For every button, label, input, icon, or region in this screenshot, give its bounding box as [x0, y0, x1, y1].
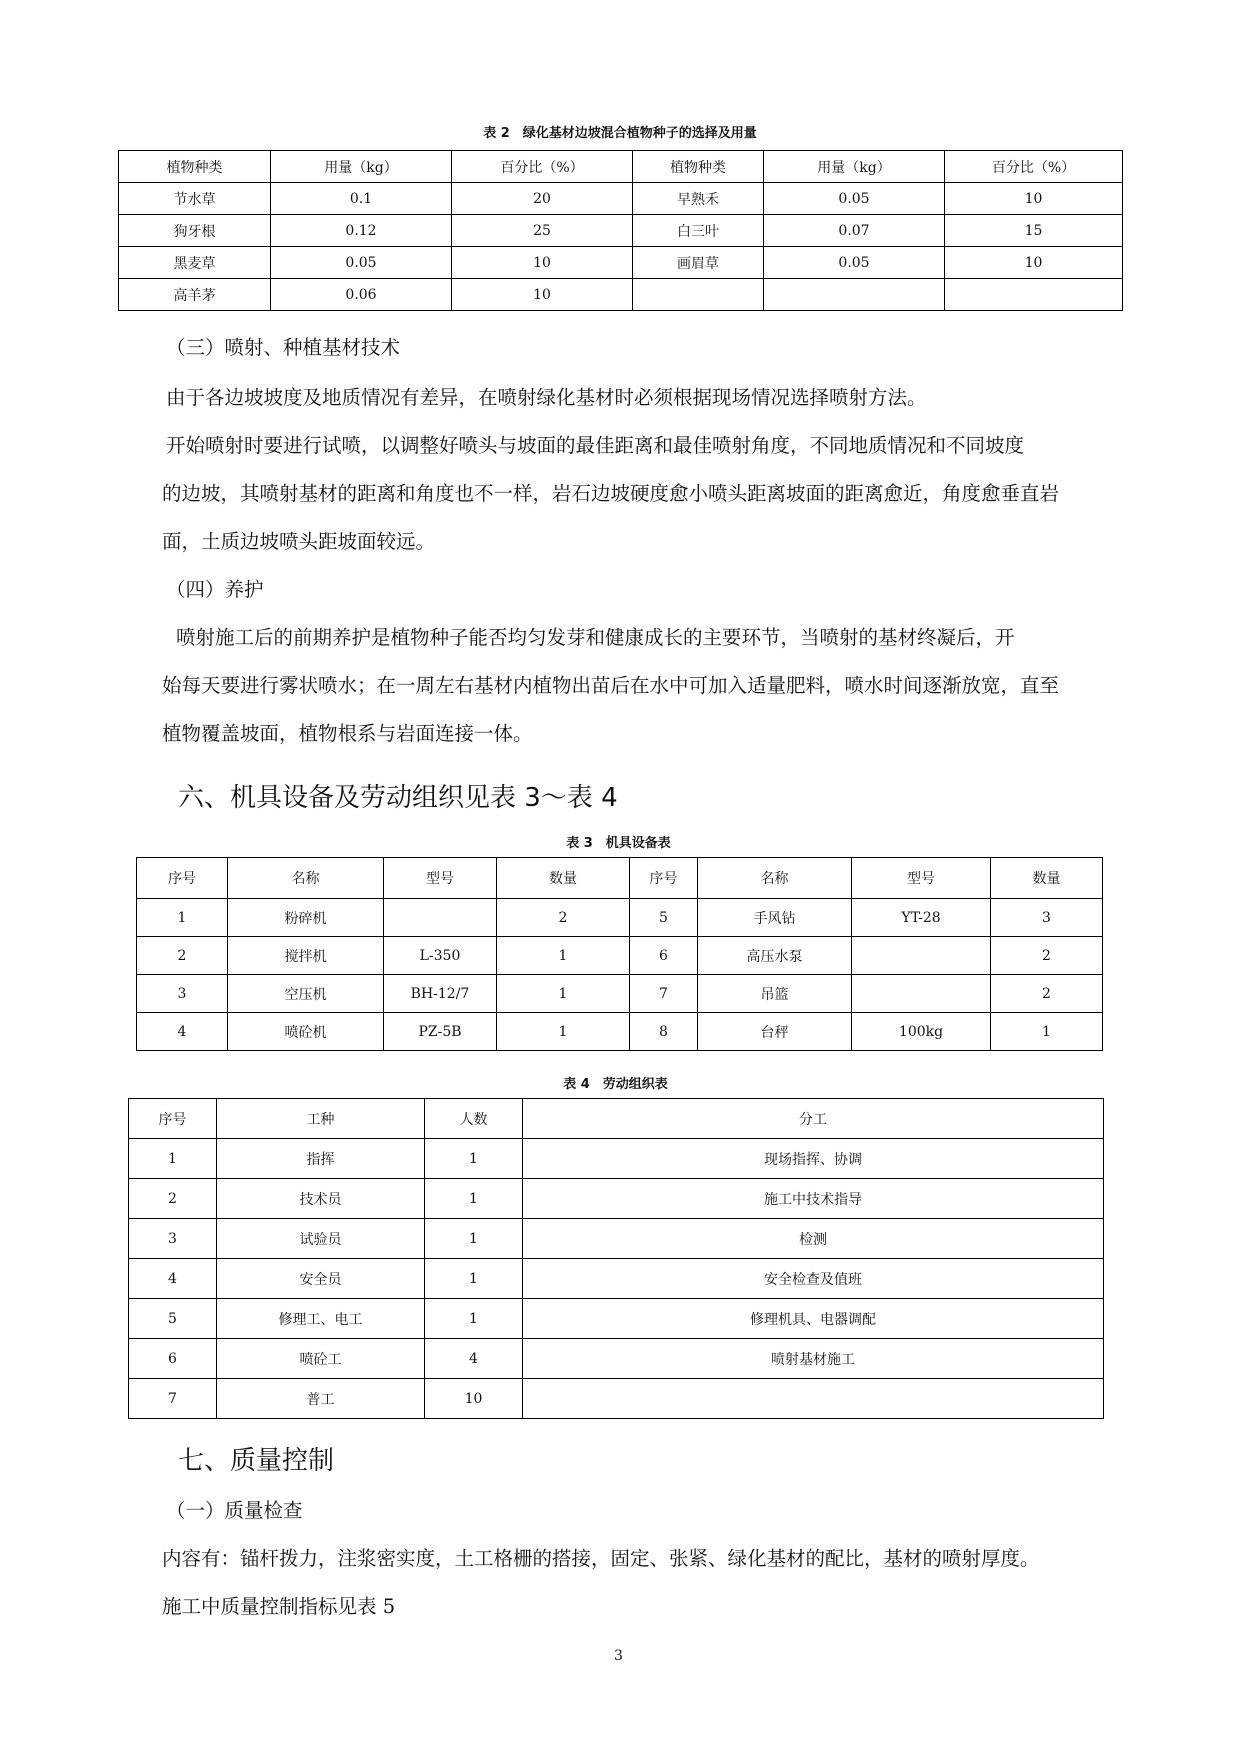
table-cell: 7 [129, 1379, 217, 1419]
table-cell: 10 [452, 247, 633, 279]
table-cell: 节水草 [119, 183, 271, 215]
table-row [119, 215, 1123, 247]
table-header-cell: 分工 [523, 1099, 1104, 1139]
table4-caption: 表 4 劳动组织表 [563, 1077, 668, 1092]
table-cell: 施工中技术指导 [523, 1179, 1104, 1219]
table-cell: 1 [497, 1013, 630, 1051]
table-cell: 0.1 [271, 183, 452, 215]
table-cell: 2 [129, 1179, 217, 1219]
table-row [129, 1219, 1104, 1259]
table-cell: 安全员 [217, 1259, 425, 1299]
table-cell: 修理机具、电器调配 [523, 1299, 1104, 1339]
table-cell: 10 [452, 279, 633, 311]
table-header-cell: 工种 [217, 1099, 425, 1139]
table-cell: 0.05 [764, 247, 945, 279]
section4-heading: （四）养护 [166, 578, 264, 601]
table-cell: 技术员 [217, 1179, 425, 1219]
table-row [129, 1339, 1104, 1379]
chapter7-title: 七、质量控制 [178, 1446, 335, 1476]
table-cell: YT-28 [852, 899, 991, 937]
table-header-cell: 序号 [129, 1099, 217, 1139]
table2 [118, 150, 1123, 311]
page-number: 3 [614, 1648, 623, 1664]
table-cell [633, 279, 764, 311]
table-cell: 白三叶 [633, 215, 764, 247]
section3-para2-line2: 的边坡，其喷射基材的距离和角度也不一样，岩石边坡硬度愈小喷头距离坡面的距离愈近，角度愈垂直岩 [162, 482, 1060, 505]
table-row [129, 1139, 1104, 1179]
table2-header-row [119, 151, 1123, 183]
table-cell: 1 [991, 1013, 1103, 1051]
table-cell: L-350 [384, 937, 497, 975]
table-cell: 2 [991, 937, 1103, 975]
table-header-cell: 百分比（%） [452, 151, 633, 183]
table-header-cell: 数量 [991, 858, 1103, 899]
chapter6-title: 六、机具设备及劳动组织见表 3～表 4 [178, 783, 618, 813]
table-row [129, 1379, 1104, 1419]
section4-para-line2: 始每天要进行雾状喷水；在一周左右基材内植物出苗后在水中可加入适量肥料，喷水时间逐渐放宽，直至 [162, 674, 1060, 697]
table3-caption: 表 3 机具设备表 [566, 836, 671, 851]
table-row [119, 247, 1123, 279]
chapter7-sub1: （一）质量检查 [166, 1499, 303, 1522]
table-header-cell: 型号 [852, 858, 991, 899]
table-cell: 高压水泵 [698, 937, 852, 975]
table2-caption: 表 2 绿化基材边坡混合植物种子的选择及用量 [483, 126, 757, 141]
table3-header-row [137, 858, 1103, 899]
table-cell: 5 [630, 899, 698, 937]
table-cell: 0.06 [271, 279, 452, 311]
table4 [128, 1098, 1104, 1419]
table-header-cell: 数量 [497, 858, 630, 899]
section4-para-line1: 喷射施工后的前期养护是植物种子能否均匀发芽和健康成长的主要环节，当喷射的基材终凝后，开 [176, 626, 1015, 649]
table-cell [852, 937, 991, 975]
table-cell: 5 [129, 1299, 217, 1339]
table-cell: 0.05 [271, 247, 452, 279]
table-header-cell: 用量（kg） [271, 151, 452, 183]
table-cell: 1 [497, 975, 630, 1013]
table-cell: 安全检查及值班 [523, 1259, 1104, 1299]
table-header-cell: 名称 [228, 858, 384, 899]
table-header-cell: 序号 [137, 858, 228, 899]
table-cell: 喷砼机 [228, 1013, 384, 1051]
table-row [137, 975, 1103, 1013]
table-cell: 3 [129, 1219, 217, 1259]
table-cell: 2 [497, 899, 630, 937]
table-cell: 空压机 [228, 975, 384, 1013]
table-cell: 吊篮 [698, 975, 852, 1013]
table-cell: 4 [129, 1259, 217, 1299]
table-cell [945, 279, 1123, 311]
table-cell [384, 899, 497, 937]
table-cell: 20 [452, 183, 633, 215]
table-cell: 黑麦草 [119, 247, 271, 279]
table-cell: 台秤 [698, 1013, 852, 1051]
table-row [129, 1179, 1104, 1219]
section3-para2-line3: 面，土质边坡喷头距坡面较远。 [162, 530, 436, 553]
table-header-cell: 百分比（%） [945, 151, 1123, 183]
table-cell: 0.12 [271, 215, 452, 247]
table-cell: 1 [425, 1259, 523, 1299]
section3-para2-line1: 开始喷射时要进行试喷，以调整好喷头与坡面的最佳距离和最佳喷射角度，不同地质情况和不同坡度 [166, 434, 1025, 457]
table-cell: 10 [425, 1379, 523, 1419]
table-row [119, 279, 1123, 311]
section3-heading: （三）喷射、种植基材技术 [166, 336, 401, 359]
table-cell: PZ-5B [384, 1013, 497, 1051]
chapter7-ref: 施工中质量控制指标见表 5 [162, 1595, 396, 1618]
table-header-cell: 序号 [630, 858, 698, 899]
table-cell [852, 975, 991, 1013]
table-cell: 8 [630, 1013, 698, 1051]
table-cell: 粉碎机 [228, 899, 384, 937]
table-cell: 25 [452, 215, 633, 247]
table-cell: 狗牙根 [119, 215, 271, 247]
table-cell: 搅拌机 [228, 937, 384, 975]
table-cell: 1 [137, 899, 228, 937]
section4-para-line3: 植物覆盖坡面，植物根系与岩面连接一体。 [162, 722, 533, 745]
chapter7-content: 内容有：锚杆拨力，注浆密实度，土工格栅的搭接，固定、张紧、绿化基材的配比，基材的喷射厚度。 [162, 1547, 1040, 1570]
table-cell: 3 [991, 899, 1103, 937]
table-row [137, 937, 1103, 975]
table-cell: 0.05 [764, 183, 945, 215]
table-cell: 早熟禾 [633, 183, 764, 215]
table-cell: 2 [137, 937, 228, 975]
table-cell: 喷射基材施工 [523, 1339, 1104, 1379]
table-cell: 手风钻 [698, 899, 852, 937]
table-row [129, 1299, 1104, 1339]
table-header-cell: 植物种类 [119, 151, 271, 183]
table-cell: 普工 [217, 1379, 425, 1419]
table-cell: 现场指挥、协调 [523, 1139, 1104, 1179]
table-cell: 指挥 [217, 1139, 425, 1179]
table-cell: 0.07 [764, 215, 945, 247]
section3-para1: 由于各边坡坡度及地质情况有差异，在喷射绿化基材时必须根据现场情况选择喷射方法。 [166, 386, 927, 409]
table-header-cell: 人数 [425, 1099, 523, 1139]
table-cell: 10 [945, 183, 1123, 215]
table-cell: 1 [129, 1139, 217, 1179]
table-cell: 试验员 [217, 1219, 425, 1259]
table-header-cell: 型号 [384, 858, 497, 899]
table-cell: 画眉草 [633, 247, 764, 279]
table-cell: 6 [129, 1339, 217, 1379]
table-cell: 修理工、电工 [217, 1299, 425, 1339]
table-cell: 1 [425, 1299, 523, 1339]
table-cell: 3 [137, 975, 228, 1013]
table-cell: 1 [425, 1179, 523, 1219]
table-cell: 1 [497, 937, 630, 975]
table-cell: 高羊茅 [119, 279, 271, 311]
table-header-cell: 植物种类 [633, 151, 764, 183]
table-cell: 检测 [523, 1219, 1104, 1259]
table-cell: BH-12/7 [384, 975, 497, 1013]
table-cell: 15 [945, 215, 1123, 247]
table-header-cell: 名称 [698, 858, 852, 899]
table-cell: 4 [425, 1339, 523, 1379]
table-row [129, 1259, 1104, 1299]
table-cell [523, 1379, 1104, 1419]
table-cell: 10 [945, 247, 1123, 279]
table-cell: 1 [425, 1139, 523, 1179]
table-cell: 7 [630, 975, 698, 1013]
table4-header-row [129, 1099, 1104, 1139]
table-cell: 2 [991, 975, 1103, 1013]
table-row [137, 899, 1103, 937]
table-cell: 喷砼工 [217, 1339, 425, 1379]
table-cell: 100kg [852, 1013, 991, 1051]
table-header-cell: 用量（kg） [764, 151, 945, 183]
table-cell: 6 [630, 937, 698, 975]
table-cell: 1 [425, 1219, 523, 1259]
table-cell: 4 [137, 1013, 228, 1051]
table-row [137, 1013, 1103, 1051]
table-cell [764, 279, 945, 311]
table-row [119, 183, 1123, 215]
table3 [136, 857, 1103, 1051]
